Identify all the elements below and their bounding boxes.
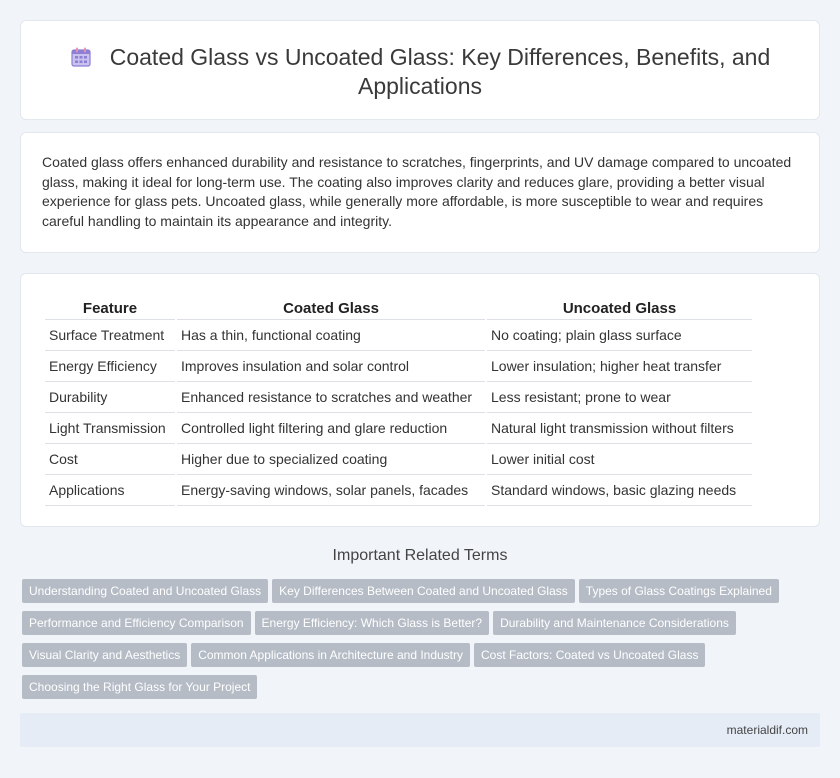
related-tag[interactable]: Common Applications in Architecture and Industry: [191, 643, 470, 667]
table-row: [45, 475, 752, 506]
related-tag[interactable]: Cost Factors: Coated vs Uncoated Glass: [474, 643, 705, 667]
table-cell: Lower initial cost: [487, 444, 752, 475]
table-cell: No coating; plain glass surface: [487, 320, 752, 351]
related-tag[interactable]: Understanding Coated and Uncoated Glass: [22, 579, 268, 603]
table-cell: Lower insulation; higher heat transfer: [487, 351, 752, 382]
related-tag[interactable]: Choosing the Right Glass for Your Project: [22, 675, 257, 699]
table-row: [45, 444, 752, 475]
table-row: [45, 351, 752, 382]
page-title: [61, 43, 779, 101]
table-cell: Durability: [45, 382, 175, 413]
table-cell: Light Transmission: [45, 413, 175, 444]
table-cell: Cost: [45, 444, 175, 475]
table-cell: Controlled light filtering and glare reduction: [177, 413, 485, 444]
related-terms-tags: [22, 579, 822, 707]
table-cell: Energy Efficiency: [45, 351, 175, 382]
related-tag[interactable]: Key Differences Between Coated and Uncoated Glass: [272, 579, 575, 603]
comparison-table-card: [20, 273, 820, 527]
page-title-text: Coated Glass vs Uncoated Glass: Key Differences, Benefits, and Applications: [109, 44, 771, 99]
related-tag[interactable]: Energy Efficiency: Which Glass is Better?: [255, 611, 490, 635]
table-cell: Applications: [45, 475, 175, 506]
table-header-row: [45, 294, 752, 320]
related-tag[interactable]: Visual Clarity and Aesthetics: [22, 643, 187, 667]
header-card: [20, 20, 820, 120]
footer-site-name[interactable]: materialdif.com: [726, 723, 808, 737]
table-cell: Energy-saving windows, solar panels, facades: [177, 475, 485, 506]
calendar-icon: [70, 46, 92, 68]
table-cell: Natural light transmission without filters: [487, 413, 752, 444]
table-cell: Less resistant; prone to wear: [487, 382, 752, 413]
summary-text: Coated glass offers enhanced durability and resistance to scratches, fingerprints, and UV damage compared to uncoated glass, making it ideal for long-term use. The coating also improves clarity and reduces glare, providing a better visual experience for glass pets. Uncoated glass, while generally more affordable, is more susceptible to wear and requires careful handling to maintain its appearance and integrity.: [42, 154, 792, 229]
table-cell: Has a thin, functional coating: [177, 320, 485, 351]
comparison-table: [43, 294, 754, 506]
related-tag[interactable]: Types of Glass Coatings Explained: [579, 579, 779, 603]
table-row: [45, 413, 752, 444]
related-terms-title: Important Related Terms: [332, 547, 508, 564]
related-tag[interactable]: Performance and Efficiency Comparison: [22, 611, 251, 635]
table-cell: Standard windows, basic glazing needs: [487, 475, 752, 506]
footer: [20, 713, 820, 747]
table-row: [45, 320, 752, 351]
summary-card: [20, 132, 820, 253]
table-header-coated: Coated Glass: [177, 294, 485, 320]
table-header-uncoated: Uncoated Glass: [487, 294, 752, 320]
table-cell: Surface Treatment: [45, 320, 175, 351]
table-cell: Higher due to specialized coating: [177, 444, 485, 475]
table-cell: Improves insulation and solar control: [177, 351, 485, 382]
table-header-feature: Feature: [45, 294, 175, 320]
related-tag[interactable]: Durability and Maintenance Considerations: [493, 611, 736, 635]
table-row: [45, 382, 752, 413]
table-cell: Enhanced resistance to scratches and weather: [177, 382, 485, 413]
